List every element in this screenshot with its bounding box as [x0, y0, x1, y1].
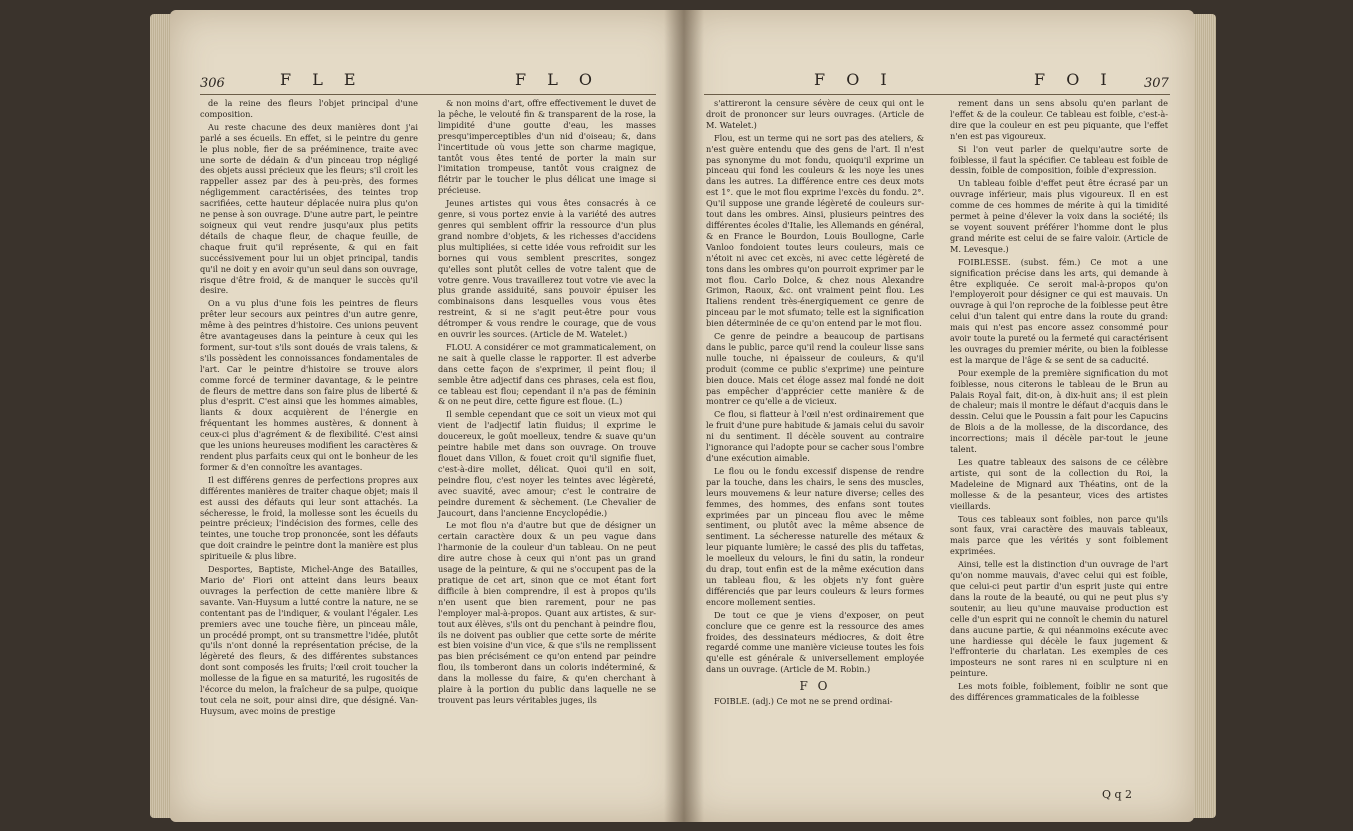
left-column-2: [438, 98, 656, 708]
left-running-head-right: F L O: [515, 70, 601, 89]
right-running-head-left: F O I: [814, 70, 895, 89]
paragraph: s'attireront la censure sévère de ceux qui ont le droit de prononcer sur leurs ouvrages. (Article de M. Watelet.): [706, 98, 924, 130]
section-heading: F O: [799, 679, 831, 694]
paragraph: Flou, est un terme qui ne sort pas des ateliers, & n'est guère entendu que des gens de l'art. Il n'est pas synonyme du mot fondu, quoiqu'il exprime un pinceau qui fond les couleurs & les noye les unes dans les autres. La différence entre ces deux mots est 1°. que le mot flou exprime l'excès du fondu. 2°. Qu'il suppose une grande légèreté de couleurs sur-tout dans les ombres. Ainsi, plusieurs peintres des différentes écoles d'Italie, les Allemands en général, & en France le Bourdon, Louis Boullogne, Carle Vanloo fondoient toutes leurs couleurs, mais ce n'étoit ni avec cet excès, ni avec cette légèreté de tons dans les ombres qu'on pourroit exprimer par le mot flou. Carlo Dolce, & chez nous Alexandre Grimon, Raoux, &c. ont vraiment peint flou. Les Italiens rendent très-énergiquement ce genre de pinceau par le mot sfumato; telle est la signification bien déterminée de ce qu'on entend par le mot flou.: [706, 132, 924, 329]
left-running-head-left: F L E: [280, 70, 364, 89]
paragraph: de la reine des fleurs l'objet principal d'une composition.: [200, 98, 418, 119]
paragraph: Si l'on veut parler de quelqu'autre sorte de foiblesse, il faut la spécifier. Ce tableau est foible de dessin, foible de composition, foible d'expression.: [950, 143, 1168, 176]
paragraph: Tous ces tableaux sont foibles, non parce qu'ils sont faux, vrai caractère des mauvais tableaux, mais parce que les vérités y sont foiblement exprimées.: [950, 513, 1168, 557]
right-column-2: [950, 98, 1168, 705]
paragraph: FOIBLESSE. (subst. fém.) Ce mot a une signification précise dans les arts, qui demande à être expliquée. Ce seroit mal-à-propos qu'on l'employeroit pour désigner ce qui est mauvais. Un ouvrage à qui l'on reproche de la foiblesse peut être celui d'un talent qui entre dans la route du grand: mais qui n'est pas encore assez consommé pour avoir toute la pureté ou la fermeté qui caractérisent les ouvrages du premier mérite, ou bien la foiblesse est la marque de l'âge & se sent de sa caducité.: [950, 256, 1168, 365]
left-column-1: [200, 98, 418, 719]
page-edges-right: [1192, 14, 1216, 818]
paragraph: Un tableau foible d'effet peut être écrasé par un ouvrage inférieur, mais plus vigoureux. Il en est comme de ces hommes de mérite à qui la timidité permet à peine d'élever la voix dans la société; ils se voyent souvent préférer l'homme dont le plus grand mérite est celui de se faire valoir. (Article de M. Levesque.): [950, 178, 1168, 254]
page-edges-left: [150, 14, 172, 818]
left-page: [170, 10, 684, 822]
right-page-number: 307: [1144, 76, 1169, 91]
paragraph: Desportes, Baptiste, Michel-Ange des Batailles, Mario de' Fiori ont atteint dans leurs beaux ouvrages la perfection de cette manière libre & savante. Van-Huysum a lutté contre la nature, ne se contentant pas de l'indiquer, & voulant l'égaler. Les premiers avec une touche fière, un pinceau mâle, un procédé prompt, ont su transmettre l'idée, plutôt qu'ils n'ont donné la représentation précise, de la légèreté des fleurs, & des différentes substances dont sont composés les fruits; l'œil croit toucher la mollesse de la figue en sa maturité, les rugosités de l'écorce du melon, la fraîcheur de sa pulpe, quoique tout cela ne soit, pour ainsi dire, que désigné. Van-Huysum, avec moins de prestige: [200, 564, 418, 716]
paragraph: Le flou ou le fondu excessif dispense de rendre par la touche, dans les chairs, le sens des muscles, leurs mouvemens & leur nature diverse; celles des femmes, des hommes, des enfans sont toutes exprimées par un pinceau flou avec le même sentiment, ou plutôt avec la même absence de sentiment. La sécheresse naturelle des métaux & leur piquante lumière; le cassé des plis du taffetas, le moelleux du velours, le fini du satin, la rondeur du drap, tout enfin est de la même exécution dans un tableau flou, & les objets n'y font guère différenciés que par leurs couleurs & leurs formes encore mollement senties.: [706, 465, 924, 607]
right-running-head-right: F O I: [1034, 70, 1115, 89]
paragraph: Les quatre tableaux des saisons de ce célèbre artiste, qui sont de la collection du Roi, la Madeleine de Mignard aux Théatins, ont de la mollesse & de la pesanteur, vices des artistes vieillards.: [950, 457, 1168, 511]
right-header-rule: [704, 94, 1170, 95]
paragraph: On a vu plus d'une fois les peintres de fleurs prêter leur secours aux peintres d'un autre genre, même à des peintres d'histoire. Ces unions peuvent être avantageuses dans la peinture à ceux qui les forment, sur-tout s'ils sont doués de vrais talens, & s'ils possèdent les connoissances fondamentales de l'art. Car le peintre d'histoire se trouve alors comme forcé de terminer davantage, & le peintre de fleurs de mettre dans son faire plus de liberté & plus d'esprit. C'est ainsi que les hommes aimables, liants & doux acquièrent de l'énergie en fréquentant les hommes austères, & donnent à ceux-ci plus d'agrément & de flexibilité. C'est ainsi que les unions heureuses modifient les caractères & rendent plus parfaits ceux qui ont le bonheur de les former & d'en connoître les avantages.: [200, 298, 418, 472]
paragraph: Au reste chacune des deux manières dont j'ai parlé a ses écueils. En effet, si le peintre du genre le plus noble, fier de sa prééminence, traite avec une sorte de dédain & d'un pinceau trop négligé des objets aussi précieux que les fleurs; s'il croit les rappeller assez par des à peu-près, des formes négligemment caractérisées, des teintes trop sacrifiées, cette hauteur déplacée nuira plus qu'on ne pense à son ouvrage. D'une autre part, le peintre soigneux qui veut rendre jusqu'aux plus petits détails de chaque fleur, de chaque feuille, de chaque fruit qu'il représente, & qui en fait succéssivement pour lui un objet principal, tandis qu'il ne doit y en avoir qu'un seul dans son ouvrage, risque d'être froid, & de manquer le succès qu'il desire.: [200, 121, 418, 296]
paragraph: De tout ce que je viens d'exposer, on peut conclure que ce genre est la ressource des ames froides, des dessinateurs médiocres, & doit être regardé comme une manière vicieuse toutes les fois qu'elle est générale & universellement employée dans un ouvrage. (Article de M. Robin.): [706, 609, 924, 675]
paragraph: Ainsi, telle est la distinction d'un ouvrage de l'art qu'on nomme mauvais, d'avec celui qui est foible, que celui-ci peut partir d'un esprit juste qui entre dans la route de la beauté, ou qui ne peut plus s'y soutenir, au lieu qu'une mauvaise production est celle d'un esprit qui ne connoît le chemin du naturel dans aucune partie, & qui néanmoins exécute avec une hardiesse qui décèle le faux jugement & l'effronterie du charlatan. Les exemples de ces imposteurs ne sont rares ni en sculpture ni en peinture.: [950, 559, 1168, 679]
paragraph: FLOU. A considérer ce mot grammaticalement, on ne sait à quelle classe le rapporter. Il est adverbe dans cette façon de s'exprimer, il peint flou; il semble être adjectif dans ces phrases, cela est flou, ce tableau est flou; cependant il n'a pas de féminin & on ne peut dire, cette figure est floue. (L.): [438, 341, 656, 407]
paragraph: & non moins d'art, offre effectivement le duvet de la pêche, le velouté fin & transparent de la rose, la limpidité d'une goutte d'eau, les masses presqu'imperceptibles d'un nid d'oiseau; &, dans l'incertitude où vous jette son charme magique, tantôt vous êtes tenté de porter la main sur l'imitation trompeuse, tantôt vous craignez de flétrir par le toucher le plus délicat une image si précieuse.: [438, 98, 656, 196]
paragraph: Les mots foible, foiblement, foiblir ne sont que des différences grammaticales de la foiblesse: [950, 681, 1168, 703]
signature-mark: Q q 2: [1102, 788, 1133, 801]
paragraph: Ce flou, si flatteur à l'œil n'est ordinairement que le fruit d'une pure habitude & jamais celui du savoir ni du sentiment. Il décèle souvent au contraire l'ignorance qui l'adopte pour se cacher sous l'ombre d'une exécution aimable.: [706, 409, 924, 463]
paragraph: FOIBLE. (adj.) Ce mot ne se prend ordinai-: [714, 696, 893, 707]
left-page-number: 306: [200, 76, 225, 91]
paragraph: rement dans un sens absolu qu'en parlant de l'effet & de la couleur. Ce tableau est foible, c'est-à-dire que la couleur en est peu piquante, que l'effet n'en est pas vigoureux.: [950, 98, 1168, 141]
paragraph: Il semble cependant que ce soit un vieux mot qui vient de l'adjectif latin fluidus; il exprime le doucereux, le goût moelleux, tendre & suave qu'un peintre habile met dans son ouvrage. On trouve flouet dans Villon, & fouet croit qu'il signifie fluet, c'est-à-dire mollet, délicat. Quoi qu'il en soit, peindre flou, c'est noyer les teintes avec légèreté, avec suavité, avec amour; c'est le contraire de peindre durement & sèchement. (Le Chevalier de Jaucourt, dans l'ancienne Encyclopédie.): [438, 409, 656, 518]
right-page: [684, 10, 1194, 822]
paragraph: Le mot flou n'a d'autre but que de désigner un certain caractère doux & un peu vague dans l'harmonie de la couleur d'un tableau. On ne peut dire autre chose à ceux qui n'ont pas un grand usage de la peinture, & qui ne s'occupent pas de la pratique de cet art, sinon que ce mot étant fort difficile à bien comprendre, il est à propos qu'ils n'en usent que bien rarement, pour ne pas l'employer mal-à-propos. Quant aux artistes, & sur-tout aux élèves, s'ils ont du penchant à peindre flou, ils ne doivent pas oublier que cette sorte de mérite est bien voisine d'un vice, & que s'ils ne remplissent pas bien précisément ce qu'on entend par peindre flou, ils tomberont dans un coloris indéterminé, & dans la mollesse du faire, & qu'en cherchant à plaire à la portion du public dans laquelle ne se trouvent pas leurs véritables juges, ils: [438, 520, 656, 705]
left-header-rule: [200, 94, 656, 95]
paragraph: Il est différens genres de perfections propres aux différentes manières de traiter chaque objet; mais il est aussi des défauts qui leur sont attachés. La sécheresse, le froid, la mollesse sont les écueils du peintre précieux; l'indécision des formes, celle des teintes, une touche trop prononcée, sont les défauts que doit craindre le peintre dont la manière est plus spiritueile & plus libre.: [200, 474, 418, 562]
paragraph: Pour exemple de la première signification du mot foiblesse, nous citerons le tableau de le Brun au Palais Royal fait, dit-on, à dix-huit ans; il est plein de chaleur; mais il montre le défaut d'acquis dans le dessin. Celui que le Poussin a fait pour les Capucins de Blois a de la mollesse, de la discordance, des incorrections; mais il décèle par-tout le jeune talent.: [950, 367, 1168, 455]
right-column-1: [706, 98, 924, 709]
paragraph: Ce genre de peindre a beaucoup de partisans dans le public, parce qu'il rend la couleur lisse sans nulle touche, ni épaisseur de couleurs, & qu'il produit (comme ce public s'exprime) une peinture bien douce. Mais cet éloge assez mal fondé ne doit pas empêcher d'apprécier cette manière & de montrer ce qu'elle a de vicieux.: [706, 331, 924, 407]
paragraph: Jeunes artistes qui vous êtes consacrés à ce genre, si vous portez envie à la variété des autres genres qui semblent offrir la ressource d'un plus grand nombre d'objets, & les richesses d'accidens plus multipliées, si cette idée vous refroidit sur les bornes qui vous semblent prescrites, songez qu'elles sont plutôt celles de votre talent que de votre genre. Vous travaillerez tout votre vie avec la plus grande assiduité, sans pouvoir épuiser les combinaisons dans lesquelles vous vous êtes restreint, & si ne s'agit peut-être pour vous détromper & vous rendre le courage, que de vous en ouvrir les sources. (Article de M. Watelet.): [438, 198, 656, 340]
